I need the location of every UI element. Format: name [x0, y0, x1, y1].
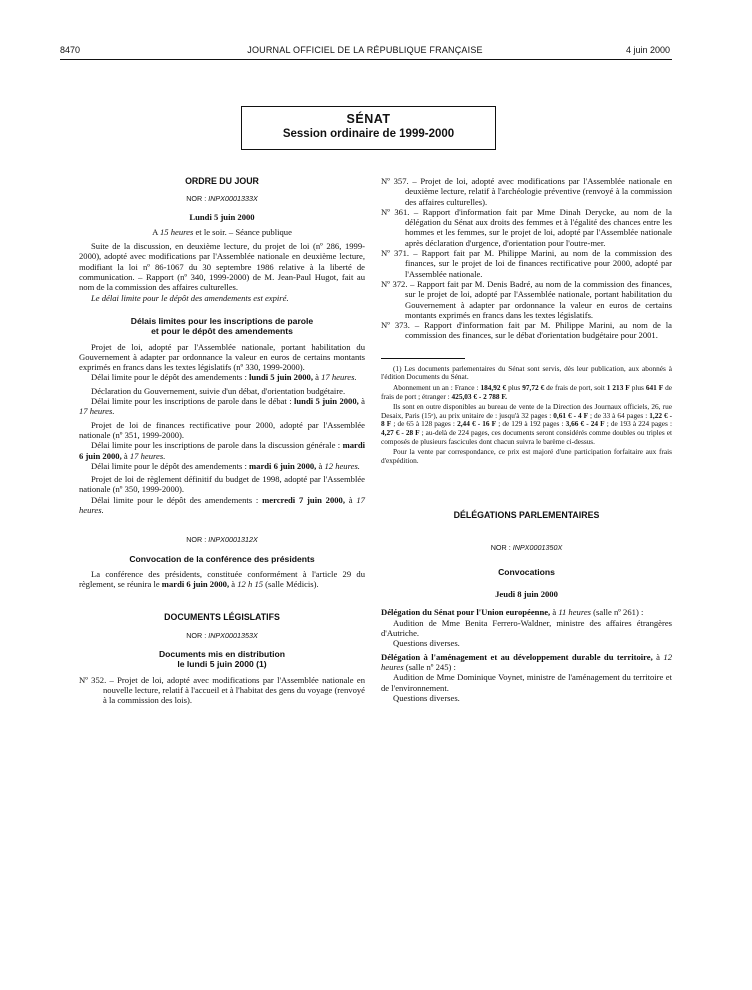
- delais-p8: Projet de loi de règlement définitif du budget de 1998, adopté par l'Assemblée nationale (nº 350, 1999-2000).: [79, 474, 365, 495]
- document-item: Nº 352. – Projet de loi, adopté avec modifications par l'Assemblée nationale en nouvelle lecture, relatif à l'accueil et à l'habitat des gens du voyage (renvoyé à la commission des lois).: [79, 674, 365, 706]
- nor-line: NOR : INPX0001333X: [186, 194, 258, 204]
- session-date: Lundi 5 juin 2000: [189, 211, 255, 222]
- seance-line: A 15 heures et le soir. – Séance publique: [152, 226, 292, 237]
- page-header: [60, 45, 670, 59]
- delegations-date: Jeudi 8 juin 2000: [495, 589, 558, 600]
- title-box: [241, 106, 496, 150]
- document-item: Nº 361. – Rapport d'information fait par Mme Dinah Derycke, au nom de la délégation du Sénat aux droits des femmes et à l'égalité des chances entre les hommes et les femmes, sur le projet de loi, adopté par l'Assemblée nationale après déclaration d'urgence, d'orientation pour l'outre-mer.: [381, 206, 672, 248]
- footnote-rule: [381, 358, 465, 359]
- convocation-title: Convocation de la conférence des présidents: [129, 553, 315, 564]
- delegation-ue-audition: Audition de Mme Benita Ferrero-Waldner, ministre des affaires étrangères d'Autriche.: [381, 617, 672, 639]
- footnote-correspondance: Pour la vente par correspondance, ce prix est majoré d'une participation forfaitaire aux frais d'expédition.: [381, 447, 672, 465]
- delegation-amenagement-questions: Questions diverses.: [393, 692, 460, 703]
- delais-p6: Délai limite pour les inscriptions de parole dans la discussion générale : mardi 6 juin 2000, à 17 heures.: [79, 440, 365, 461]
- delais-title: Délais limites pour les inscriptions de parole et pour le dépôt des amendements: [130, 315, 314, 337]
- document-item: Nº 372. – Rapport fait par M. Denis Badré, au nom de la commission des finances, sur le projet de loi, adopté par l'Assemblée nationale, portant habilitation du Gouvernement à adapter par ordonnance la valeur en euros de certains montants exprimés en francs dans les textes législatifs.: [381, 278, 672, 320]
- left-column: [79, 176, 365, 706]
- delai-expire: Le délai limite pour le dépôt des amendements est expiré.: [91, 292, 289, 303]
- page-number: 8470: [60, 45, 81, 55]
- documents-title: DOCUMENTS LÉGISLATIFS: [164, 611, 280, 622]
- delais-p5: Projet de loi de finances rectificative pour 2000, adopté par l'Assemblée nationale (nº 351, 1999-2000).: [79, 419, 365, 440]
- footnote-prix: Ils sont en outre disponibles au bureau de vente de la Direction des Journaux officiels, 26, rue Desaix, Paris (15ᵉ), au prix unitaire de : jusqu'à 32 pages : 0,61 € - 4 F ; de 33 à 64 pages : 1,22 € - 8 F ; de 65 à 128 pages : 2,44 € - 16 F ; de 129 à 192 pages : 3,66 € - 24 F ; de 193 à 224 pages : 4,27 € - 28 F ; au-delà de 224 pages, ces documents seront considérés comme doubles ou triples et composés de plusieurs fascicules dont chacun suivra le barème ci-dessus.: [381, 402, 673, 446]
- document-item: Nº 357. – Projet de loi, adopté avec modifications par l'Assemblée nationale en deuxième lecture, relatif à l'archéologie préventive (renvoyé à la commission des affaires culturelles).: [381, 176, 672, 207]
- delegations-title: DÉLÉGATIONS PARLEMENTAIRES: [453, 510, 600, 521]
- delegation-ue: Délégation du Sénat pour l'Union européenne, à 11 heures (salle nº 261) :: [381, 607, 644, 618]
- footnote-1: (1) Les documents parlementaires du Sénat sont servis, dès leur publication, aux abonnés à l'édition Documents du Sénat.: [381, 363, 672, 382]
- document-item: Nº 371. – Rapport fait par M. Philippe Marini, au nom de la commission des finances, sur le projet de loi de finances rectificative pour 2000, adopté par l'Assemblée nationale.: [381, 248, 672, 279]
- suite-paragraph: Suite de la discussion, en deuxième lecture, du projet de loi (nº 286, 1999-2000), adopté avec modifications par l'Assemblée nationale en deuxième lecture, modifiant la loi nº 86-1067 du 30 septembre 1986 relative à la liberté de communication. – Rapport (nº 340, 1999-2000) de M. Jean-Paul Hugot, fait au nom de la commission des affaires culturelles.: [79, 241, 365, 293]
- delais-p1: Projet de loi, adopté par l'Assemblée nationale, portant habilitation du Gouvernement à adapter par ordonnance la valeur en euros de certains montants exprimés en francs dans les textes législatifs (nº 330, 1999-2000).: [79, 341, 365, 373]
- delais-p7: Délai limite pour le dépôt des amendements : mardi 6 juin 2000, à 12 heures.: [91, 460, 360, 471]
- session-title: Session ordinaire de 1999-2000: [282, 128, 455, 140]
- delais-p4: Délai limite pour les inscriptions de parole dans le débat : lundi 5 juin 2000, à 17 heures.: [79, 396, 365, 417]
- senat-title: SÉNAT: [346, 112, 391, 126]
- right-column: [381, 176, 672, 703]
- nor-line: NOR : INPX0001353X: [186, 630, 258, 640]
- delegation-amenagement: Délégation à l'aménagement et au développement durable du territoire, à 12 heures (salle nº 245) :: [381, 651, 672, 672]
- document-item: Nº 373. – Rapport d'information fait par M. Philippe Marini, au nom de la commission des finances, sur le débat d'orientation budgétaire pour 2001.: [381, 320, 672, 341]
- convocation-text: La conférence des présidents, constituée conformément à l'article 29 du règlement, se réunira le mardi 6 juin 2000, à 12 h 15 (salle Médicis).: [79, 568, 365, 590]
- delais-p2: Délai limite pour le dépôt des amendements : lundi 5 juin 2000, à 17 heures.: [91, 372, 357, 383]
- convocations-subtitle: Convocations: [498, 566, 555, 577]
- delegation-ue-questions: Questions diverses.: [393, 638, 460, 649]
- header-date: 4 juin 2000: [625, 45, 670, 55]
- nor-line: NOR : INPX0001350X: [490, 542, 563, 552]
- ordre-du-jour-title: ORDRE DU JOUR: [185, 176, 259, 186]
- documents-subtitle: Documents mis en distribution le lundi 5 juin 2000 (1): [158, 649, 286, 670]
- footnote-abonnement: Abonnement un an : France : 184,92 € plus 97,72 € de frais de port, soit 1 213 F plus 641 F de frais de port ; étranger : 425,03 € - 2 788 F.: [381, 382, 673, 401]
- delais-p9: Délai limite pour le dépôt des amendements : mercredi 7 juin 2000, à 17 heures.: [79, 494, 365, 516]
- delais-p3: Déclaration du Gouvernement, suivie d'un débat, d'orientation budgétaire.: [91, 385, 346, 396]
- header-rule: [60, 59, 672, 60]
- nor-line: NOR : INPX0001312X: [186, 535, 258, 545]
- journal-title: JOURNAL OFFICIEL DE LA RÉPUBLIQUE FRANÇAISE: [247, 45, 483, 55]
- delegation-amenagement-audition: Audition de Mme Dominique Voynet, ministre de l'aménagement du territoire et de l'environnement.: [381, 672, 672, 693]
